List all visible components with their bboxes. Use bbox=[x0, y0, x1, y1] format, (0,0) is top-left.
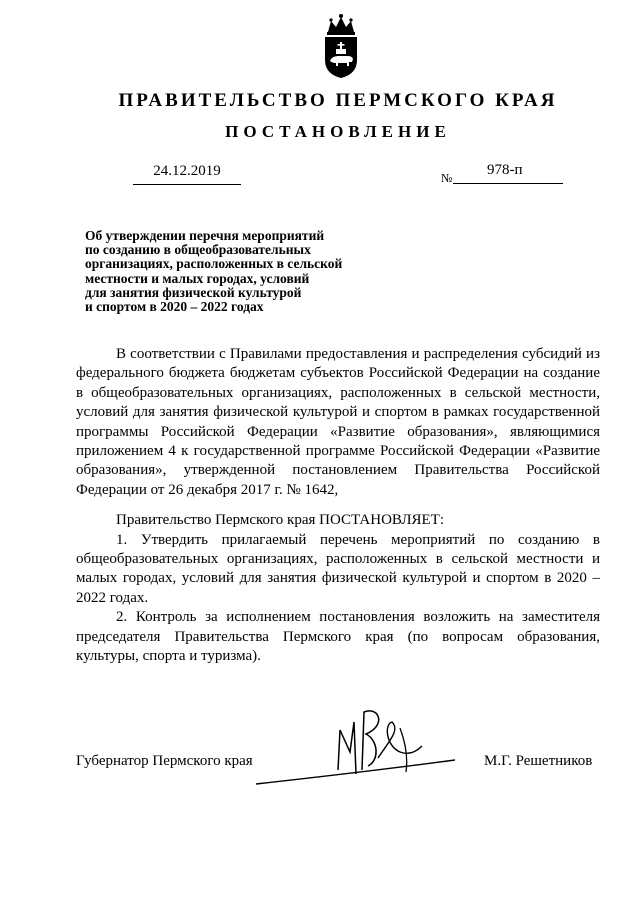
item-1-paragraph: 1. Утвердить прилагаемый перечень мероприятий по созданию в общеобразовательных организациях, расположенных в сельской местности и малых городах, условий для занятия физической культурой и спортом в 2020 – 2022 годах. bbox=[76, 531, 600, 606]
subject-line: местности и малых городах, условий bbox=[85, 270, 310, 286]
handwritten-signature-icon bbox=[250, 700, 460, 790]
subject-line: для занятия физической культурой bbox=[85, 284, 302, 300]
number-sign: № bbox=[441, 171, 453, 185]
number-underline bbox=[453, 183, 563, 184]
document-body bbox=[76, 345, 600, 667]
subject-line: Об утверждении перечня мероприятий bbox=[85, 228, 325, 243]
signer-title: Губернатор Пермского края bbox=[76, 753, 253, 769]
signer-name: М.Г. Решетников bbox=[484, 753, 593, 769]
date-underline bbox=[133, 184, 241, 185]
document-date-field bbox=[133, 162, 241, 185]
perm-krai-coat-of-arms-icon bbox=[318, 12, 364, 80]
document-type: ПОСТАНОВЛЕНИЕ bbox=[225, 122, 451, 141]
document-subject bbox=[85, 229, 385, 314]
subject-line: по созданию в общеобразовательных bbox=[85, 242, 311, 258]
government-title: ПРАВИТЕЛЬСТВО ПЕРМСКОГО КРАЯ bbox=[118, 90, 558, 111]
decree-paragraph: Правительство Пермского края ПОСТАНОВЛЯЕТ: bbox=[116, 512, 445, 529]
preamble-paragraph: В соответствии с Правилами предоставления и распределения субсидий из федерального бюджета бюджетам субъектов Российской Федерации на создание в общеобразовательных организациях, расположенных в сельской местности, условий для занятия физической культурой и спортом в рамках государственной программы Российской Федерации «Развитие образования», являющимися приложением 4 к государственной программе Российской Федерации «Развитие образования», утвержденной постановлением Правительства Российской Федерации от 26 декабря 2017 г. № 1642, bbox=[76, 346, 600, 498]
subject-line: организациях, расположенных в сельской bbox=[85, 256, 343, 272]
document-number: 978-п bbox=[487, 162, 523, 178]
subject-line: и спортом в 2020 – 2022 годах bbox=[85, 299, 264, 315]
item-2-paragraph: 2. Контроль за исполнением постановления возложить на заместителя председателя Правительства Пермского края (по вопросам образования, культуры, спорта и туризма). bbox=[76, 609, 600, 665]
document-date: 24.12.2019 bbox=[153, 163, 221, 179]
